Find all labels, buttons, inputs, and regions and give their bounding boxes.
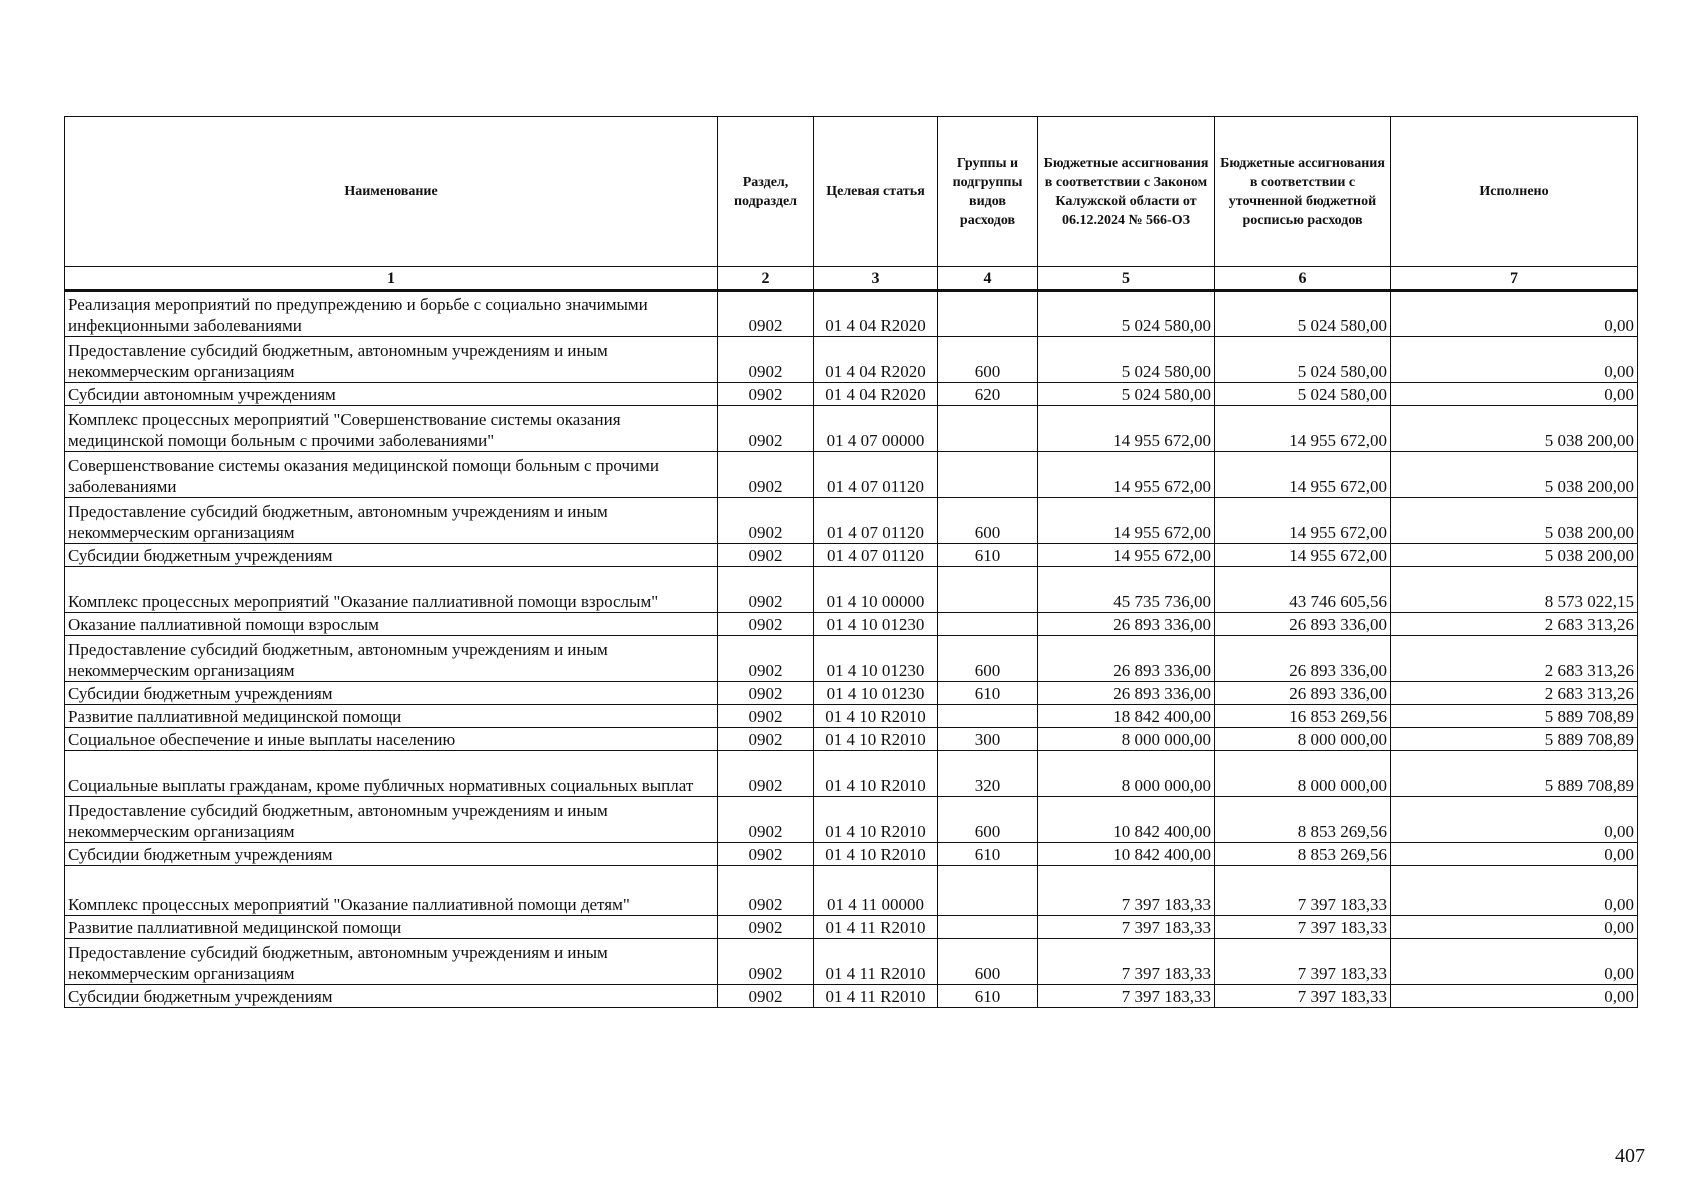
row-executed: 5 889 708,89 (1391, 705, 1638, 728)
row-refined-allocation: 26 893 336,00 (1215, 682, 1391, 705)
table-row (65, 843, 1638, 866)
row-section: 0902 (718, 682, 814, 705)
row-target-article: 01 4 10 R2010 (814, 728, 938, 751)
header-refined-allocation: Бюджетные ассигнования в соответствии с уточненной бюджетной росписью расходов (1215, 117, 1391, 267)
row-target-article: 01 4 10 R2010 (814, 843, 938, 866)
row-refined-allocation: 26 893 336,00 (1215, 613, 1391, 636)
row-section: 0902 (718, 636, 814, 682)
row-refined-allocation: 14 955 672,00 (1215, 544, 1391, 567)
row-executed: 0,00 (1391, 916, 1638, 939)
row-section: 0902 (718, 797, 814, 843)
row-expense-group (938, 916, 1038, 939)
row-refined-allocation: 14 955 672,00 (1215, 498, 1391, 544)
row-section: 0902 (718, 613, 814, 636)
row-expense-group (938, 406, 1038, 452)
row-expense-group: 600 (938, 797, 1038, 843)
row-expense-group (938, 567, 1038, 613)
row-refined-allocation: 8 000 000,00 (1215, 728, 1391, 751)
row-executed: 5 038 200,00 (1391, 498, 1638, 544)
row-executed: 5 038 200,00 (1391, 544, 1638, 567)
row-section: 0902 (718, 866, 814, 916)
row-section: 0902 (718, 498, 814, 544)
column-number: 4 (938, 267, 1038, 291)
column-number: 7 (1391, 267, 1638, 291)
row-target-article: 01 4 10 01230 (814, 613, 938, 636)
row-expense-group (938, 452, 1038, 498)
row-name: Оказание паллиативной помощи взрослым (65, 613, 718, 636)
row-executed: 2 683 313,26 (1391, 682, 1638, 705)
row-expense-group: 300 (938, 728, 1038, 751)
row-law-allocation: 10 842 400,00 (1038, 843, 1215, 866)
table-row (65, 636, 1638, 682)
row-executed: 0,00 (1391, 985, 1638, 1008)
row-section: 0902 (718, 452, 814, 498)
row-target-article: 01 4 11 R2010 (814, 916, 938, 939)
row-refined-allocation: 26 893 336,00 (1215, 636, 1391, 682)
table-row (65, 337, 1638, 383)
row-name: Социальное обеспечение и иные выплаты населению (65, 728, 718, 751)
row-refined-allocation: 8 853 269,56 (1215, 843, 1391, 866)
table-row (65, 797, 1638, 843)
row-name: Предоставление субсидий бюджетным, автономным учреждениям и иным некоммерческим организациям (65, 337, 718, 383)
table-row (65, 452, 1638, 498)
budget-table-container (64, 116, 1638, 1008)
row-target-article: 01 4 07 01120 (814, 452, 938, 498)
table-row (65, 705, 1638, 728)
row-refined-allocation: 7 397 183,33 (1215, 985, 1391, 1008)
row-refined-allocation: 5 024 580,00 (1215, 383, 1391, 406)
row-executed: 0,00 (1391, 383, 1638, 406)
row-target-article: 01 4 11 00000 (814, 866, 938, 916)
row-name: Развитие паллиативной медицинской помощи (65, 705, 718, 728)
row-law-allocation: 10 842 400,00 (1038, 797, 1215, 843)
table-row (65, 939, 1638, 985)
row-law-allocation: 14 955 672,00 (1038, 452, 1215, 498)
row-section: 0902 (718, 337, 814, 383)
row-target-article: 01 4 07 01120 (814, 544, 938, 567)
row-target-article: 01 4 07 00000 (814, 406, 938, 452)
row-name: Социальные выплаты гражданам, кроме публичных нормативных социальных выплат (65, 751, 718, 797)
row-law-allocation: 45 735 736,00 (1038, 567, 1215, 613)
row-executed: 0,00 (1391, 291, 1638, 337)
row-expense-group: 320 (938, 751, 1038, 797)
row-executed: 0,00 (1391, 866, 1638, 916)
row-section: 0902 (718, 291, 814, 337)
header-law-allocation: Бюджетные ассигнования в соответствии с Законом Калужской области от 06.12.2024 № 566-ОЗ (1038, 117, 1215, 267)
row-refined-allocation: 14 955 672,00 (1215, 406, 1391, 452)
row-section: 0902 (718, 728, 814, 751)
row-name: Субсидии автономным учреждениям (65, 383, 718, 406)
row-law-allocation: 7 397 183,33 (1038, 866, 1215, 916)
row-expense-group: 610 (938, 843, 1038, 866)
row-name: Совершенствование системы оказания медицинской помощи больным с прочими заболеваниями (65, 452, 718, 498)
row-target-article: 01 4 07 01120 (814, 498, 938, 544)
row-executed: 5 889 708,89 (1391, 728, 1638, 751)
row-name: Предоставление субсидий бюджетным, автономным учреждениям и иным некоммерческим организациям (65, 636, 718, 682)
row-law-allocation: 26 893 336,00 (1038, 636, 1215, 682)
table-row (65, 383, 1638, 406)
row-name: Субсидии бюджетным учреждениям (65, 985, 718, 1008)
row-name: Предоставление субсидий бюджетным, автономным учреждениям и иным некоммерческим организациям (65, 498, 718, 544)
row-target-article: 01 4 10 R2010 (814, 705, 938, 728)
header-row (65, 117, 1638, 267)
table-row (65, 291, 1638, 337)
column-number: 5 (1038, 267, 1215, 291)
row-refined-allocation: 7 397 183,33 (1215, 916, 1391, 939)
row-section: 0902 (718, 985, 814, 1008)
row-target-article: 01 4 04 R2020 (814, 337, 938, 383)
row-law-allocation: 8 000 000,00 (1038, 728, 1215, 751)
row-law-allocation: 7 397 183,33 (1038, 985, 1215, 1008)
row-expense-group: 620 (938, 383, 1038, 406)
row-target-article: 01 4 10 R2010 (814, 751, 938, 797)
row-target-article: 01 4 10 01230 (814, 682, 938, 705)
row-executed: 0,00 (1391, 337, 1638, 383)
row-law-allocation: 26 893 336,00 (1038, 682, 1215, 705)
row-expense-group (938, 866, 1038, 916)
table-row (65, 866, 1638, 916)
row-law-allocation: 14 955 672,00 (1038, 406, 1215, 452)
row-executed: 0,00 (1391, 797, 1638, 843)
row-name: Субсидии бюджетным учреждениям (65, 843, 718, 866)
row-executed: 5 889 708,89 (1391, 751, 1638, 797)
table-row (65, 406, 1638, 452)
row-law-allocation: 5 024 580,00 (1038, 383, 1215, 406)
row-name: Реализация мероприятий по предупреждению и борьбе с социально значимыми инфекционными заболеваниями (65, 291, 718, 337)
row-executed: 5 038 200,00 (1391, 452, 1638, 498)
row-refined-allocation: 8 000 000,00 (1215, 751, 1391, 797)
row-section: 0902 (718, 406, 814, 452)
row-section: 0902 (718, 843, 814, 866)
row-law-allocation: 8 000 000,00 (1038, 751, 1215, 797)
header-target-article: Целевая статья (814, 117, 938, 267)
row-section: 0902 (718, 705, 814, 728)
row-name: Комплекс процессных мероприятий "Совершенствование системы оказания медицинской помощи больным с прочими заболеваниями" (65, 406, 718, 452)
row-expense-group (938, 705, 1038, 728)
table-row (65, 985, 1638, 1008)
row-refined-allocation: 14 955 672,00 (1215, 452, 1391, 498)
table-row (65, 567, 1638, 613)
row-refined-allocation: 8 853 269,56 (1215, 797, 1391, 843)
row-expense-group: 610 (938, 682, 1038, 705)
row-expense-group: 600 (938, 498, 1038, 544)
column-number: 3 (814, 267, 938, 291)
row-refined-allocation: 16 853 269,56 (1215, 705, 1391, 728)
row-refined-allocation: 43 746 605,56 (1215, 567, 1391, 613)
row-law-allocation: 5 024 580,00 (1038, 337, 1215, 383)
table-row (65, 544, 1638, 567)
table-row (65, 613, 1638, 636)
row-target-article: 01 4 10 R2010 (814, 797, 938, 843)
row-law-allocation: 14 955 672,00 (1038, 498, 1215, 544)
row-section: 0902 (718, 916, 814, 939)
row-name: Субсидии бюджетным учреждениям (65, 682, 718, 705)
row-refined-allocation: 5 024 580,00 (1215, 337, 1391, 383)
header-expense-group: Группы и подгруппы видов расходов (938, 117, 1038, 267)
row-target-article: 01 4 11 R2010 (814, 939, 938, 985)
column-number: 1 (65, 267, 718, 291)
row-expense-group (938, 291, 1038, 337)
row-expense-group (938, 613, 1038, 636)
row-refined-allocation: 7 397 183,33 (1215, 866, 1391, 916)
column-number: 6 (1215, 267, 1391, 291)
row-refined-allocation: 7 397 183,33 (1215, 939, 1391, 985)
row-expense-group: 600 (938, 939, 1038, 985)
table-row (65, 728, 1638, 751)
header-name: Наименование (65, 117, 718, 267)
table-row (65, 916, 1638, 939)
row-target-article: 01 4 04 R2020 (814, 383, 938, 406)
row-expense-group: 600 (938, 337, 1038, 383)
row-law-allocation: 18 842 400,00 (1038, 705, 1215, 728)
row-refined-allocation: 5 024 580,00 (1215, 291, 1391, 337)
table-row (65, 751, 1638, 797)
row-law-allocation: 26 893 336,00 (1038, 613, 1215, 636)
header-section: Раздел, подраздел (718, 117, 814, 267)
page-number: 407 (1615, 1145, 1645, 1167)
header-executed: Исполнено (1391, 117, 1638, 267)
row-section: 0902 (718, 939, 814, 985)
row-section: 0902 (718, 567, 814, 613)
row-name: Развитие паллиативной медицинской помощи (65, 916, 718, 939)
row-executed: 2 683 313,26 (1391, 636, 1638, 682)
row-expense-group: 610 (938, 544, 1038, 567)
row-name: Предоставление субсидий бюджетным, автономным учреждениям и иным некоммерческим организациям (65, 797, 718, 843)
table-row (65, 682, 1638, 705)
row-target-article: 01 4 10 01230 (814, 636, 938, 682)
row-executed: 0,00 (1391, 843, 1638, 866)
row-executed: 5 038 200,00 (1391, 406, 1638, 452)
column-number: 2 (718, 267, 814, 291)
row-target-article: 01 4 10 00000 (814, 567, 938, 613)
row-executed: 8 573 022,15 (1391, 567, 1638, 613)
row-executed: 2 683 313,26 (1391, 613, 1638, 636)
row-expense-group: 610 (938, 985, 1038, 1008)
row-target-article: 01 4 11 R2010 (814, 985, 938, 1008)
budget-table (64, 116, 1638, 1008)
row-section: 0902 (718, 544, 814, 567)
row-law-allocation: 14 955 672,00 (1038, 544, 1215, 567)
row-name: Комплекс процессных мероприятий "Оказание паллиативной помощи детям" (65, 866, 718, 916)
row-expense-group: 600 (938, 636, 1038, 682)
row-name: Предоставление субсидий бюджетным, автономным учреждениям и иным некоммерческим организациям (65, 939, 718, 985)
table-row (65, 498, 1638, 544)
row-executed: 0,00 (1391, 939, 1638, 985)
row-law-allocation: 7 397 183,33 (1038, 939, 1215, 985)
row-section: 0902 (718, 751, 814, 797)
row-name: Субсидии бюджетным учреждениям (65, 544, 718, 567)
row-target-article: 01 4 04 R2020 (814, 291, 938, 337)
row-name: Комплекс процессных мероприятий "Оказание паллиативной помощи взрослым" (65, 567, 718, 613)
row-law-allocation: 7 397 183,33 (1038, 916, 1215, 939)
row-section: 0902 (718, 383, 814, 406)
row-law-allocation: 5 024 580,00 (1038, 291, 1215, 337)
column-number-row (65, 267, 1638, 291)
